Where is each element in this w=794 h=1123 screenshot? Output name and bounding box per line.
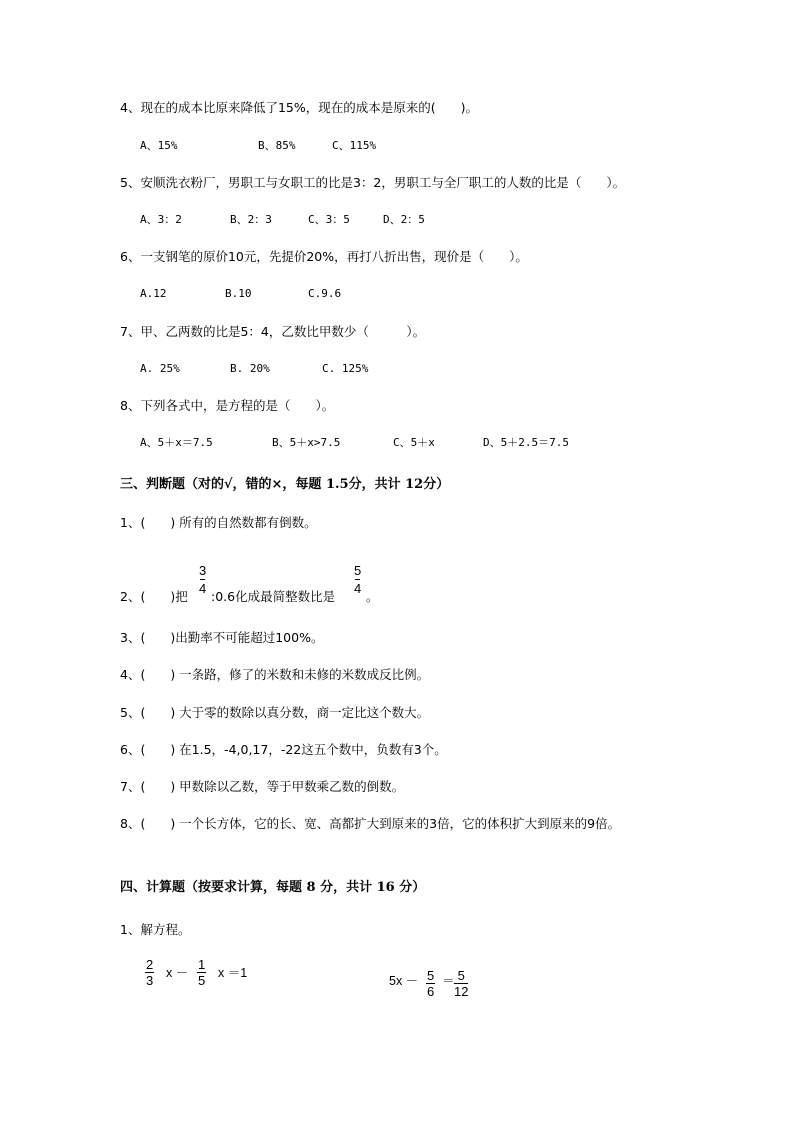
question-8: 8、下列各式中，是方程的是（ ）。 xyxy=(120,398,335,413)
judge-item-5: 5、( ) 大于零的数除以真分数，商一定比这个数大。 xyxy=(120,705,430,720)
judge-item-4: 4、( ) 一条路，修了的米数和未修的米数成反比例。 xyxy=(120,667,430,682)
option: B、85% xyxy=(258,139,296,152)
equation-text: x ＝1 xyxy=(218,966,248,980)
option: C、5＋x xyxy=(393,436,435,449)
option: B.10 xyxy=(225,287,252,300)
judge-item-6: 6、( ) 在1.5，-4,0,17，-22这五个数中，负数有3个。 xyxy=(120,742,447,757)
question-6: 6、一支钢笔的原价10元，先提价20%，再打八折出售，现价是（ ）。 xyxy=(120,249,528,264)
judge-item-8: 8、( ) 一个长方体，它的长、宽、高都扩大到原来的3倍，它的体积扩大到原来的9倍。 xyxy=(120,816,621,831)
section-3-heading: 三、判断题（对的√，错的×，每题 1.5分，共计 12分） xyxy=(120,477,450,492)
question-4: 4、现在的成本比原来降低了15%，现在的成本是原来的( )。 xyxy=(120,100,478,115)
fraction: 3 4 xyxy=(199,563,207,596)
judge-item-2-mid: :0.6化成最简整数比是 xyxy=(211,589,336,604)
fraction: $\frac{2}{3}$ xyxy=(146,957,154,988)
option: C. 125% xyxy=(322,362,369,375)
fraction: $\frac{5}{12}$ xyxy=(454,968,469,999)
equation-text: x － xyxy=(166,966,189,980)
option: C.9.6 xyxy=(308,287,342,300)
option: C、115% xyxy=(332,139,377,152)
judge-item-3: 3、( )出勤率不可能超过100%。 xyxy=(120,630,324,645)
solve-equation-label: 1、解方程。 xyxy=(120,922,191,937)
fraction: $\frac{1}{5}$ xyxy=(198,957,206,988)
option: D、2：5 xyxy=(383,213,425,226)
option: A、15% xyxy=(140,139,178,152)
question-5: 5、安顺洗衣粉厂，男职工与女职工的比是3：2，男职工与全厂职工的人数的比是（ ）。 xyxy=(120,175,626,190)
option: D、5＋2.5＝7.5 xyxy=(483,436,569,449)
question-7: 7、甲、乙两数的比是5：4，乙数比甲数少（ ）。 xyxy=(120,324,426,339)
judge-item-7: 7、( ) 甲数除以乙数，等于甲数乘乙数的倒数。 xyxy=(120,779,405,794)
option: A. 25% xyxy=(140,362,180,375)
fraction: 5 4 xyxy=(354,563,362,596)
option: A、3：2 xyxy=(140,213,182,226)
judge-item-2-suffix: 。 xyxy=(366,589,379,604)
option: B、2：3 xyxy=(230,213,272,226)
judge-item-2-prefix: 2、( )把 xyxy=(120,589,188,604)
option: A.12 xyxy=(140,287,167,300)
judge-item-1: 1、( ) 所有的自然数都有倒数。 xyxy=(120,515,317,530)
option: B. 20% xyxy=(230,362,270,375)
equation-text: 5x － xyxy=(389,974,419,988)
option: A、5＋x＝7.5 xyxy=(140,436,213,449)
fraction: $\frac{5}{6}$ xyxy=(427,968,435,999)
option: C、3：5 xyxy=(308,213,350,226)
equals-sign: ＝ xyxy=(442,974,455,988)
section-4-heading: 四、计算题（按要求计算，每题 8 分，共计 16 分） xyxy=(120,880,426,895)
option: B、5＋x>7.5 xyxy=(272,436,341,449)
